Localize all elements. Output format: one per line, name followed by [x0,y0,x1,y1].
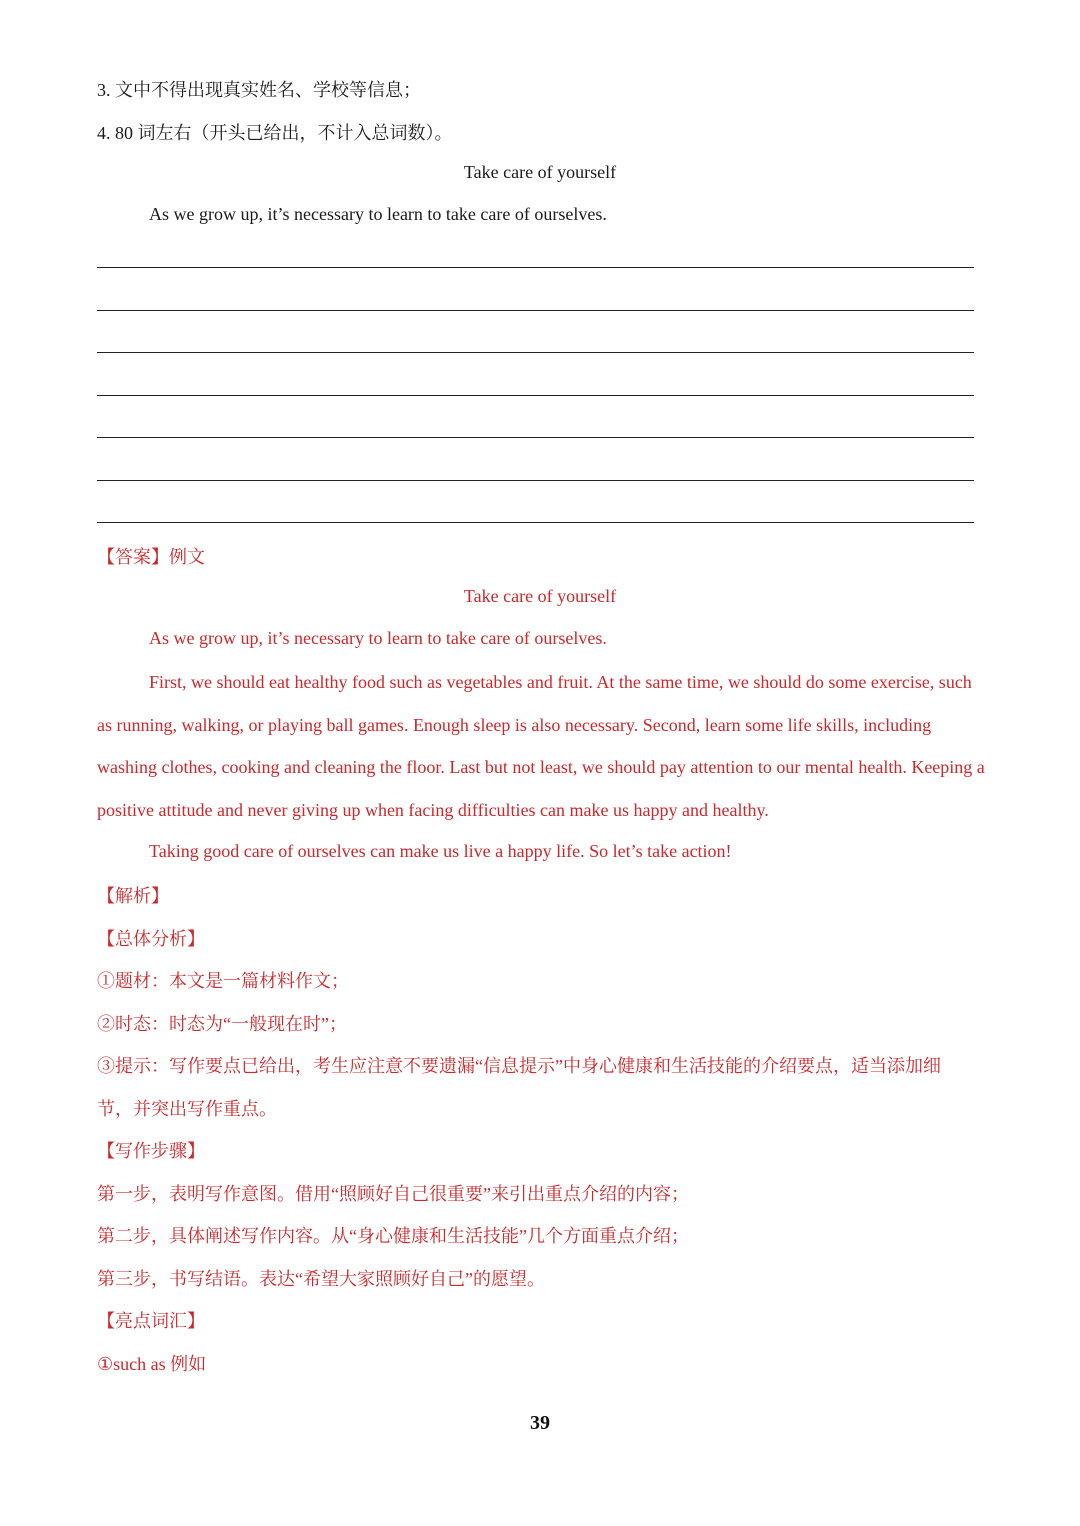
answer-closing: Taking good care of ourselves can make us live a happy life. So let’s take action! [149,841,732,861]
prompt-title: Take care of yourself [463,162,617,182]
instruction-4: 4. 80 词左右（开头已给出，不计入总词数）。 [97,123,453,143]
writing-step-1: 第一步，表明写作意图。借用“照顾好自己很重要”来引出重点介绍的内容； [97,1184,689,1204]
page-number: 39 [530,1412,550,1434]
writing-steps-label: 【写作步骤】 [97,1141,205,1161]
answer-opening: As we grow up, it’s necessary to learn to take care of ourselves. [149,628,607,648]
writing-line[interactable] [97,310,974,311]
writing-line[interactable] [97,267,974,268]
overall-analysis-label: 【总体分析】 [97,929,205,949]
answer-label: 【答案】例文 [97,547,205,567]
writing-step-2: 第二步，具体阐述写作内容。从“身心健康和生活技能”几个方面重点介绍； [97,1226,689,1246]
prompt-opening: As we grow up, it’s necessary to learn to take care of ourselves. [149,204,607,224]
analysis-point-2: ②时态：时态为“一般现在时”； [97,1014,347,1034]
writing-line[interactable] [97,352,974,353]
analysis-label: 【解析】 [97,886,169,906]
writing-line[interactable] [97,437,974,438]
analysis-point-1: ①题材：本文是一篇材料作文； [97,971,349,991]
answer-body: First, we should eat healthy food such as vegetables and fruit. At the same time, we should do some exercise, such as running, walking, or playing ball games. Enough sleep is also necessary. Second, learn some life skills, including washing clothes, cooking and cleaning the floor. Last but not least, we should pay attention to our mental health. Keeping a positive attitude and never giving up when facing difficulties can make us happy and healthy. [97,672,985,820]
answer-title: Take care of yourself [463,586,617,606]
writing-line[interactable] [97,480,974,481]
writing-step-3: 第三步，书写结语。表达“希望大家照顾好自己”的愿望。 [97,1269,545,1289]
vocab-item-1: ①such as 例如 [97,1354,207,1374]
analysis-point-3: ③提示：写作要点已给出，考生应注意不要遗漏“信息提示”中身心健康和生活技能的介绍要点，适当添加细 [97,1056,941,1076]
instruction-3: 3. 文中不得出现真实姓名、学校等信息； [97,80,421,100]
analysis-point-3-cont: 节，并突出写作重点。 [97,1099,277,1119]
writing-line[interactable] [97,522,974,523]
writing-line[interactable] [97,395,974,396]
vocab-label: 【亮点词汇】 [97,1311,205,1331]
